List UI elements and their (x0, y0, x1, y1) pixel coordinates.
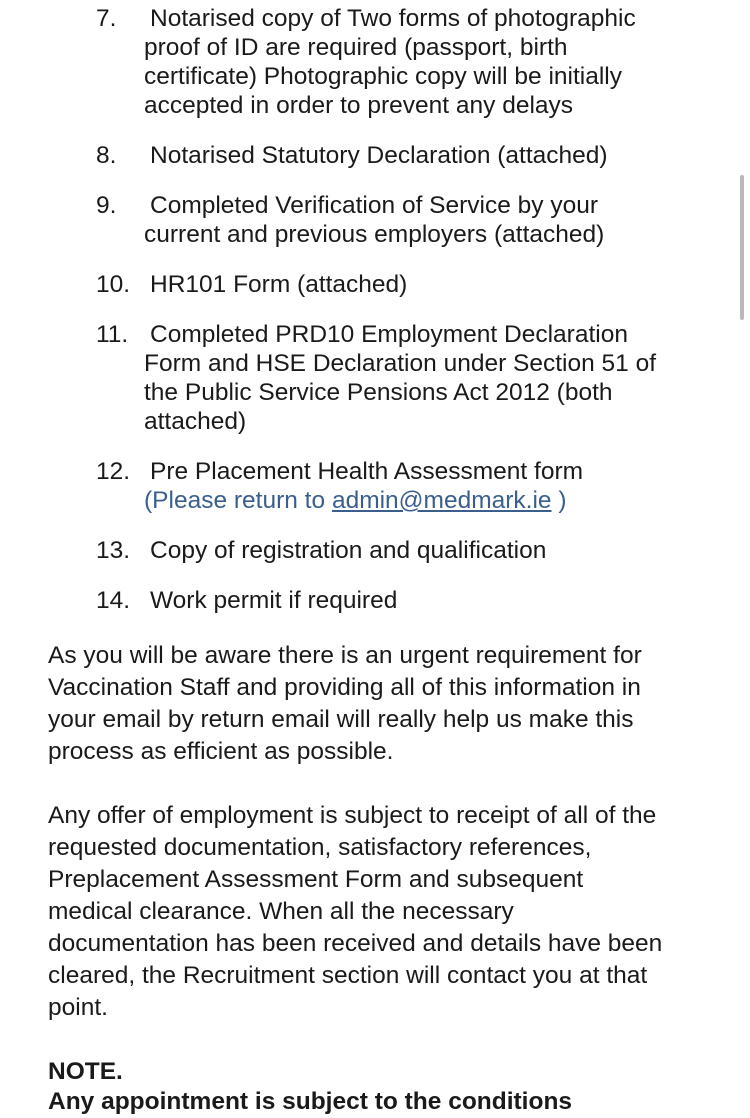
list-item-9 (0, 191, 750, 249)
scrollbar-thumb[interactable] (740, 175, 744, 320)
paragraph-line: your email by return email will really help us make this (48, 706, 634, 733)
urgent-requirement-paragraph (48, 640, 708, 768)
list-item-number: 10. (96, 271, 131, 298)
list-item-line: attached) (144, 408, 247, 435)
offer-conditions-paragraph (48, 800, 708, 1024)
list-item-line: proof of ID are required (passport, birth (144, 34, 568, 61)
list-item-number: 8. (96, 142, 117, 169)
list-item-10 (0, 270, 750, 299)
list-item-line: current and previous employers (attached) (144, 221, 605, 248)
paragraph-line: Vaccination Staff and providing all of this information in (48, 674, 641, 701)
list-item-7 (0, 4, 750, 120)
list-item-line: Form and HSE Declaration under Section 51 of (144, 350, 657, 377)
list-item-number: 11. (96, 321, 129, 348)
paragraph-line: Any offer of employment is subject to receipt of all of the (48, 802, 657, 829)
note-heading: NOTE. (48, 1058, 123, 1085)
return-instruction-prefix: (Please return to (144, 487, 332, 514)
list-item-line: Completed PRD10 Employment Declaration (150, 321, 628, 348)
list-item-number: 7. (96, 5, 117, 32)
list-item-number: 13. (96, 537, 131, 564)
paragraph-line: Preplacement Assessment Form and subsequent (48, 866, 584, 893)
note-body-cutoff: Any appointment is subject to the conditions (48, 1088, 573, 1115)
list-item-line: Work permit if required (150, 587, 398, 614)
requirements-list (0, 4, 750, 636)
list-item-number: 12. (96, 458, 131, 485)
paragraph-line: As you will be aware there is an urgent requirement for (48, 642, 642, 669)
list-item-line: the Public Service Pensions Act 2012 (both (144, 379, 613, 406)
list-item-13 (0, 536, 750, 565)
list-item-number: 14. (96, 587, 131, 614)
paragraph-line: requested documentation, satisfactory references, (48, 834, 592, 861)
return-instruction-suffix: ) (551, 487, 567, 514)
list-item-11 (0, 320, 750, 436)
paragraph-line: medical clearance. When all the necessary (48, 898, 514, 925)
list-item-line: Pre Placement Health Assessment form (150, 458, 584, 485)
return-instruction (144, 486, 700, 515)
list-item-number: 9. (96, 192, 117, 219)
paragraph-line: documentation has been received and details have been (48, 930, 663, 957)
paragraph-line: cleared, the Recruitment section will contact you at that (48, 962, 648, 989)
email-link[interactable]: admin@medmark.ie (331, 487, 552, 514)
list-item-14 (0, 586, 750, 615)
paragraph-line: process as efficient as possible. (48, 738, 394, 765)
list-item-line: Completed Verification of Service by your (150, 192, 599, 219)
list-item-line: Copy of registration and qualification (150, 537, 547, 564)
list-item-line: Notarised copy of Two forms of photographic (150, 5, 636, 32)
list-item-12 (0, 457, 750, 515)
list-item-line: HR101 Form (attached) (150, 271, 408, 298)
paragraph-line: point. (48, 994, 108, 1021)
list-item-line: Notarised Statutory Declaration (attached) (150, 142, 608, 169)
list-item-line: accepted in order to prevent any delays (144, 92, 574, 119)
list-item-line: certificate) Photographic copy will be initially (144, 63, 622, 90)
list-item-8 (0, 141, 750, 170)
